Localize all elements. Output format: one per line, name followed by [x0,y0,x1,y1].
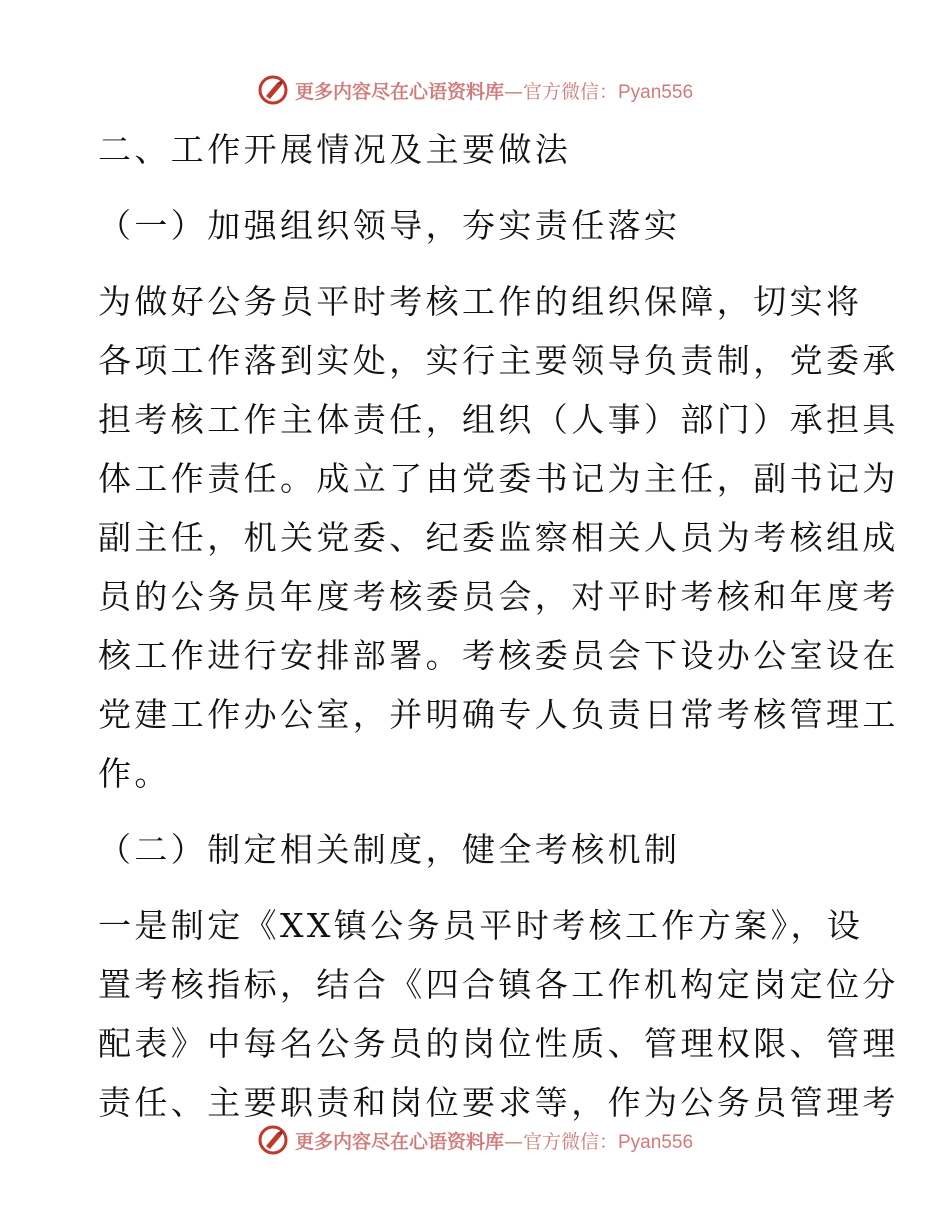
doc-line-2: （一）加强组织领导，夯实责任落实 [98,206,681,245]
banner-label: 官方微信： [522,1130,618,1153]
paragraph-gap [98,803,858,820]
doc-line-14: （二）制定相关制度，健全考核机制 [98,830,681,869]
doc-line-16: 一是制定《XX镇公务员平时考核工作方案》，设 [98,906,864,945]
doc-line-7: 体工作责任。成立了由党委书记为主任，副书记为 [98,459,899,498]
doc-line-5: 各项工作落到实处，实行主要领导负责制，党委承 [98,341,899,380]
doc-line-4: 为做好公务员平时考核工作的组织保障，切实将 [98,282,863,321]
header-watermark-banner [0,70,950,110]
doc-line-18: 配表》中每名公务员的岗位性质、管理权限、管理 [98,1024,899,1063]
doc-line-11: 党建工作办公室，并明确专人负责日常考核管理工 [98,695,899,734]
paragraph-gap [98,879,858,896]
banner-label: 官方微信： [522,80,618,103]
document-body [98,120,899,1132]
banner-text [295,1127,693,1154]
doc-line-0: 二、工作开展情况及主要做法 [98,130,572,169]
banner-account: Pyan556 [618,1131,694,1153]
banner-main-text: 更多内容尽在心语资料库 [294,80,504,103]
doc-line-12: 作。 [98,754,171,793]
paragraph-gap [98,255,858,272]
doc-line-8: 副主任，机关党委、纪委监察相关人员为考核组成 [98,518,899,557]
brand-logo-icon [257,1124,289,1156]
doc-line-19: 责任、主要职责和岗位要求等，作为公务员管理考 [98,1083,899,1122]
brand-logo-icon [257,74,289,106]
banner-separator: — [503,80,523,103]
banner-separator: — [503,1130,523,1153]
banner-main-text: 更多内容尽在心语资料库 [294,1130,504,1153]
doc-line-10: 核工作进行安排部署。考核委员会下设办公室设在 [98,636,899,675]
footer-watermark-banner [0,1120,950,1160]
doc-line-9: 员的公务员年度考核委员会，对平时考核和年度考 [98,577,899,616]
doc-line-17: 置考核指标，结合《四合镇各工作机构定岗定位分 [98,965,899,1004]
banner-text [295,77,693,104]
doc-line-6: 担考核工作主体责任，组织（人事）部门）承担具 [98,400,899,439]
paragraph-gap [98,179,858,196]
banner-account: Pyan556 [618,81,694,103]
